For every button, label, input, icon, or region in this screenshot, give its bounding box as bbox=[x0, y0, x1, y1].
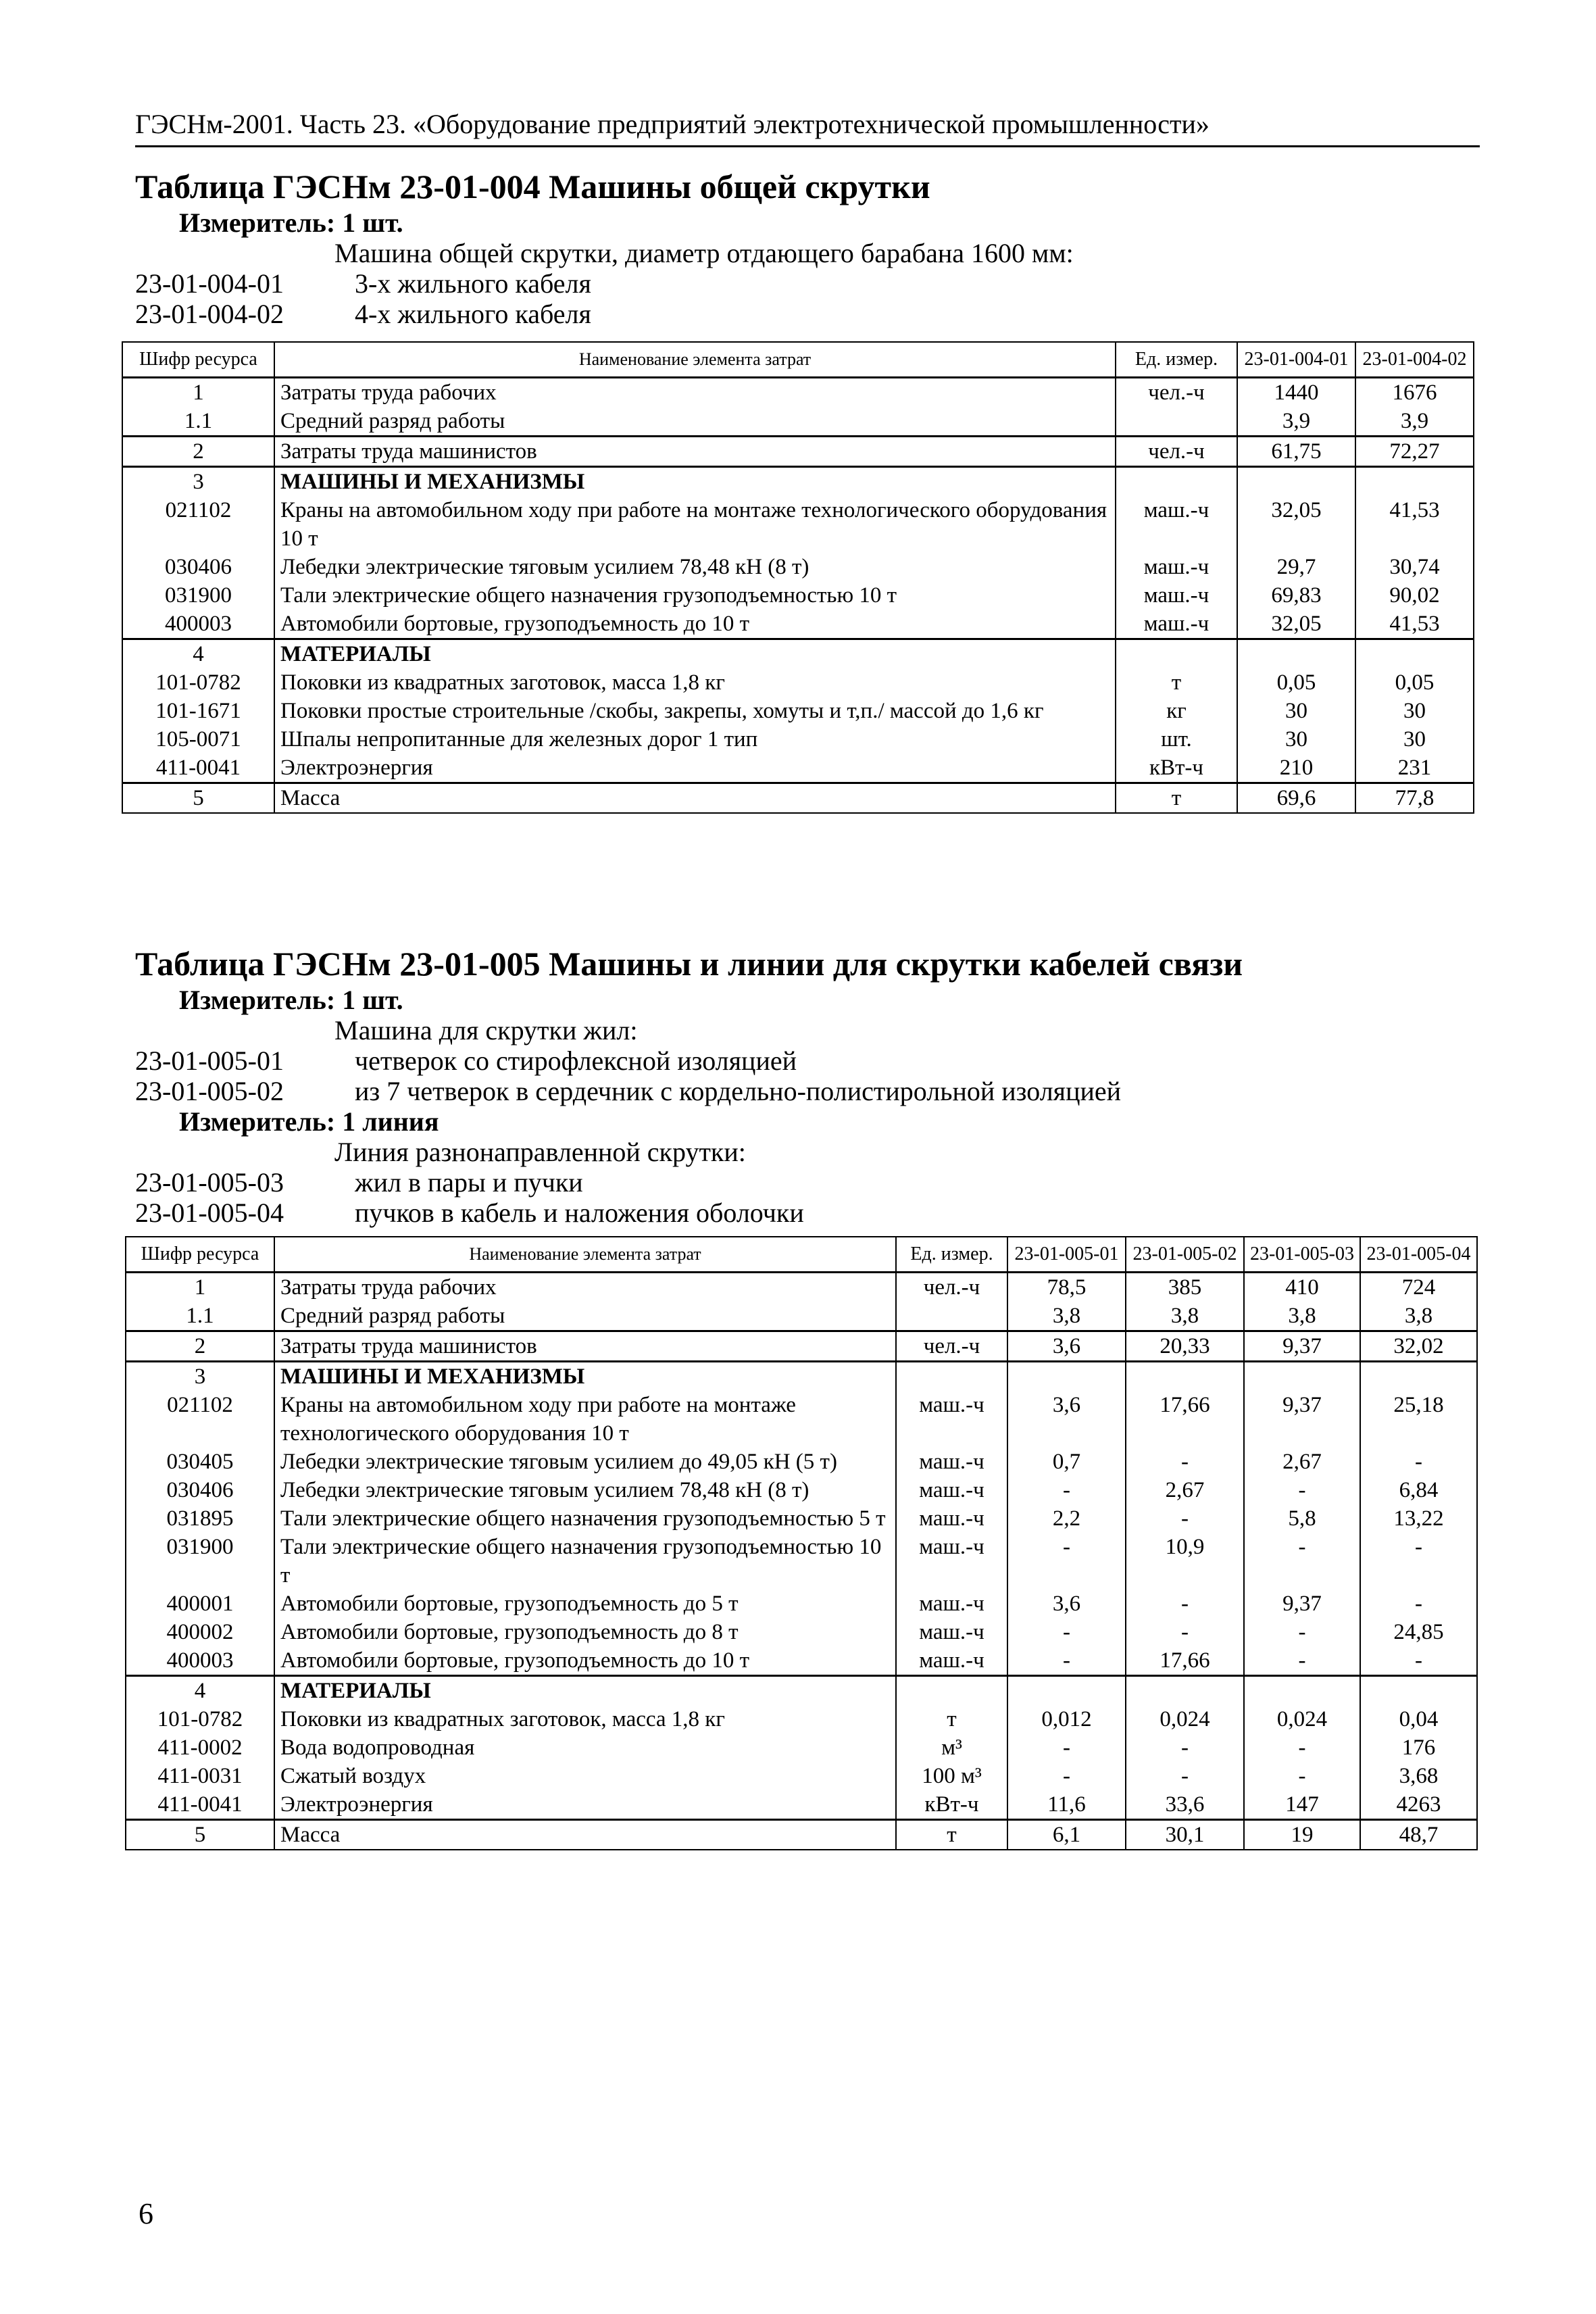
table1-title: Таблица ГЭСНм 23-01-004 Машины общей скрутки bbox=[135, 168, 930, 205]
table1-intro bbox=[135, 207, 1480, 329]
cell-name: Автомобили бортовые, грузоподъемность до 5 т bbox=[274, 1590, 896, 1618]
table-row bbox=[126, 1705, 1477, 1733]
column-header-name: Наименование элемента затрат bbox=[274, 342, 1116, 378]
cell-name: Масса bbox=[274, 783, 1116, 814]
table1-grid bbox=[122, 341, 1474, 814]
cell-value: 19 bbox=[1244, 1820, 1360, 1850]
cell-value: 147 bbox=[1244, 1790, 1360, 1820]
cell-value: 9,37 bbox=[1244, 1391, 1360, 1448]
cell-value: 3,8 bbox=[1244, 1302, 1360, 1331]
table-row bbox=[126, 1302, 1477, 1331]
variant-text: четверок со стирофлексной изоляцией bbox=[355, 1045, 797, 1076]
cell-value bbox=[1126, 1676, 1244, 1706]
cell-unit: маш.-ч bbox=[896, 1646, 1007, 1676]
cell-value: 0,024 bbox=[1126, 1705, 1244, 1733]
table-row bbox=[126, 1533, 1477, 1590]
cell-unit: чел.-ч bbox=[1116, 437, 1237, 467]
cell-code: 030406 bbox=[122, 553, 274, 581]
cell-code: 400001 bbox=[126, 1590, 274, 1618]
cell-value: 3,8 bbox=[1007, 1302, 1126, 1331]
table2-section bbox=[135, 943, 1480, 1850]
cell-value: 1676 bbox=[1355, 378, 1474, 408]
cell-value: 17,66 bbox=[1126, 1646, 1244, 1676]
table2-measure: Измеритель: 1 шт. bbox=[179, 985, 403, 1015]
table2-description: Линия разнонаправленной скрутки: bbox=[334, 1137, 746, 1167]
table-row bbox=[122, 553, 1474, 581]
cell-value: - bbox=[1244, 1476, 1360, 1504]
cell-unit bbox=[1116, 467, 1237, 497]
cell-value: 3,8 bbox=[1360, 1302, 1477, 1331]
cell-value bbox=[1007, 1362, 1126, 1392]
cell-name: Затраты труда рабочих bbox=[274, 1273, 896, 1302]
cell-unit: маш.-ч bbox=[1116, 610, 1237, 639]
cell-unit: м³ bbox=[896, 1733, 1007, 1762]
cell-name: Средний разряд работы bbox=[274, 1302, 896, 1331]
table-row bbox=[122, 697, 1474, 725]
table-row bbox=[126, 1476, 1477, 1504]
column-header-variant: 23-01-005-02 bbox=[1126, 1237, 1244, 1273]
column-header-code: Шифр ресурса bbox=[126, 1237, 274, 1273]
table-header-row bbox=[126, 1237, 1477, 1273]
cell-value: - bbox=[1244, 1733, 1360, 1762]
cell-code: 1 bbox=[126, 1273, 274, 1302]
variant-code: 23-01-005-02 bbox=[135, 1076, 284, 1106]
variant-code: 23-01-005-03 bbox=[135, 1167, 284, 1198]
cell-value: - bbox=[1007, 1533, 1126, 1590]
cell-value: 32,05 bbox=[1237, 496, 1355, 553]
table-row bbox=[126, 1504, 1477, 1533]
cell-value: - bbox=[1007, 1618, 1126, 1646]
cell-unit bbox=[896, 1676, 1007, 1706]
cell-value: 30,74 bbox=[1355, 553, 1474, 581]
cell-value: 29,7 bbox=[1237, 553, 1355, 581]
cell-name: Средний разряд работы bbox=[274, 407, 1116, 437]
cell-value: 2,67 bbox=[1244, 1448, 1360, 1476]
cell-value: 41,53 bbox=[1355, 610, 1474, 639]
cell-name: Поковки простые строительные /скобы, закрепы, хомуты и т,п./ массой до 1,6 кг bbox=[274, 697, 1116, 725]
variant-code: 23-01-005-04 bbox=[135, 1198, 284, 1228]
cell-value: - bbox=[1360, 1533, 1477, 1590]
cell-value: 10,9 bbox=[1126, 1533, 1244, 1590]
cell-value: - bbox=[1007, 1646, 1126, 1676]
cell-value: 0,012 bbox=[1007, 1705, 1126, 1733]
table-row bbox=[126, 1618, 1477, 1646]
table-row bbox=[126, 1331, 1477, 1362]
cell-value: 231 bbox=[1355, 754, 1474, 783]
variant-text: из 7 четверок в сердечник с кордельно-полистирольной изоляцией bbox=[355, 1076, 1122, 1106]
cell-code: 101-1671 bbox=[122, 697, 274, 725]
cell-unit: чел.-ч bbox=[1116, 378, 1237, 408]
cell-name: Тали электрические общего назначения грузоподъемностью 5 т bbox=[274, 1504, 896, 1533]
column-header-variant: 23-01-004-01 bbox=[1237, 342, 1355, 378]
cell-value: 0,024 bbox=[1244, 1705, 1360, 1733]
table1-description: Машина общей скрутки, диаметр отдающего барабана 1600 мм: bbox=[334, 238, 1074, 268]
cell-value: 724 bbox=[1360, 1273, 1477, 1302]
cell-code: 4 bbox=[126, 1676, 274, 1706]
cell-value: 3,6 bbox=[1007, 1590, 1126, 1618]
cell-unit: маш.-ч bbox=[1116, 496, 1237, 553]
column-header-unit: Ед. измер. bbox=[896, 1237, 1007, 1273]
page-number: 6 bbox=[139, 2197, 153, 2230]
cell-value: - bbox=[1244, 1646, 1360, 1676]
cell-unit bbox=[1116, 407, 1237, 437]
cell-value: 30 bbox=[1355, 725, 1474, 754]
cell-value: 90,02 bbox=[1355, 581, 1474, 610]
cell-name: Автомобили бортовые, грузоподъемность до 8 т bbox=[274, 1618, 896, 1646]
cell-value: 210 bbox=[1237, 754, 1355, 783]
cell-value bbox=[1355, 467, 1474, 497]
cell-value: 9,37 bbox=[1244, 1590, 1360, 1618]
cell-name: Поковки из квадратных заготовок, масса 1,8 кг bbox=[274, 668, 1116, 697]
cell-value: - bbox=[1360, 1590, 1477, 1618]
cell-code: 1.1 bbox=[126, 1302, 274, 1331]
cell-code: 5 bbox=[122, 783, 274, 814]
cell-value: 4263 bbox=[1360, 1790, 1477, 1820]
cell-value: - bbox=[1360, 1448, 1477, 1476]
cell-code: 411-0041 bbox=[126, 1790, 274, 1820]
column-header-variant: 23-01-005-01 bbox=[1007, 1237, 1126, 1273]
table-row bbox=[122, 610, 1474, 639]
cell-value: - bbox=[1007, 1762, 1126, 1790]
cell-code: 4 bbox=[122, 639, 274, 669]
cell-code: 2 bbox=[126, 1331, 274, 1362]
cell-code: 3 bbox=[122, 467, 274, 497]
variant-text: 4-х жильного кабеля bbox=[355, 299, 591, 329]
cell-unit: маш.-ч bbox=[896, 1590, 1007, 1618]
cell-value bbox=[1360, 1676, 1477, 1706]
cell-code: 3 bbox=[126, 1362, 274, 1392]
cell-name: Затраты труда машинистов bbox=[274, 1331, 896, 1362]
cell-value: 2,2 bbox=[1007, 1504, 1126, 1533]
table-row bbox=[122, 581, 1474, 610]
cell-unit: кг bbox=[1116, 697, 1237, 725]
cell-value: 30 bbox=[1237, 697, 1355, 725]
cell-code: 021102 bbox=[122, 496, 274, 553]
cell-value: 69,83 bbox=[1237, 581, 1355, 610]
cell-value: 9,37 bbox=[1244, 1331, 1360, 1362]
cell-unit: маш.-ч bbox=[1116, 553, 1237, 581]
table-row bbox=[122, 639, 1474, 669]
cell-value: 3,8 bbox=[1126, 1302, 1244, 1331]
cell-unit: т bbox=[1116, 783, 1237, 814]
cell-code: 400003 bbox=[122, 610, 274, 639]
cell-value: 33,6 bbox=[1126, 1790, 1244, 1820]
cell-code: 031900 bbox=[122, 581, 274, 610]
cell-unit: маш.-ч bbox=[896, 1533, 1007, 1590]
cell-value bbox=[1244, 1362, 1360, 1392]
cell-value: - bbox=[1126, 1504, 1244, 1533]
cell-value bbox=[1126, 1362, 1244, 1392]
cell-value bbox=[1237, 467, 1355, 497]
cell-name: Масса bbox=[274, 1820, 896, 1850]
cell-code: 030406 bbox=[126, 1476, 274, 1504]
cell-unit: маш.-ч bbox=[896, 1504, 1007, 1533]
cell-code: 411-0041 bbox=[122, 754, 274, 783]
cell-value: 13,22 bbox=[1360, 1504, 1477, 1533]
table-row bbox=[122, 378, 1474, 408]
cell-value: - bbox=[1244, 1762, 1360, 1790]
page-header: ГЭСНм-2001. Часть 23. «Оборудование предприятий электротехнической промышленности» bbox=[135, 108, 1480, 147]
table-row bbox=[126, 1590, 1477, 1618]
cell-name: Шпалы непропитанные для железных дорог 1 тип bbox=[274, 725, 1116, 754]
cell-code: 5 bbox=[126, 1820, 274, 1850]
cell-unit: маш.-ч bbox=[896, 1448, 1007, 1476]
table2-title: Таблица ГЭСНм 23-01-005 Машины и линии для скрутки кабелей связи bbox=[135, 945, 1243, 983]
cell-value: 2,67 bbox=[1126, 1476, 1244, 1504]
cell-name: Электроэнергия bbox=[274, 754, 1116, 783]
cell-name: МАТЕРИАЛЫ bbox=[274, 1676, 896, 1706]
cell-code: 101-0782 bbox=[122, 668, 274, 697]
cell-name: Краны на автомобильном ходу при работе на монтаже технологического оборудования 10 т bbox=[274, 1391, 896, 1448]
table-row bbox=[126, 1362, 1477, 1392]
cell-code: 1.1 bbox=[122, 407, 274, 437]
cell-unit: т bbox=[1116, 668, 1237, 697]
cell-name: Тали электрические общего назначения грузоподъемностью 10 т bbox=[274, 1533, 896, 1590]
cell-value: 61,75 bbox=[1237, 437, 1355, 467]
table-row bbox=[126, 1733, 1477, 1762]
cell-value: 0,04 bbox=[1360, 1705, 1477, 1733]
cell-value: 0,7 bbox=[1007, 1448, 1126, 1476]
cell-value: 25,18 bbox=[1360, 1391, 1477, 1448]
cell-unit: кВт-ч bbox=[1116, 754, 1237, 783]
table-row bbox=[122, 725, 1474, 754]
table2-description: Машина для скрутки жил: bbox=[334, 1015, 638, 1045]
cell-code: 031900 bbox=[126, 1533, 274, 1590]
cell-value: - bbox=[1007, 1476, 1126, 1504]
cell-unit: маш.-ч bbox=[1116, 581, 1237, 610]
cell-name: МАТЕРИАЛЫ bbox=[274, 639, 1116, 669]
cell-value: 385 bbox=[1126, 1273, 1244, 1302]
cell-value: - bbox=[1244, 1618, 1360, 1646]
cell-unit: 100 м³ bbox=[896, 1762, 1007, 1790]
table-row bbox=[122, 407, 1474, 437]
variant-code: 23-01-004-01 bbox=[135, 268, 284, 299]
cell-name: Автомобили бортовые, грузоподъемность до 10 т bbox=[274, 610, 1116, 639]
cell-unit: чел.-ч bbox=[896, 1331, 1007, 1362]
table-row bbox=[126, 1820, 1477, 1850]
cell-value: - bbox=[1360, 1646, 1477, 1676]
table2-grid bbox=[125, 1236, 1478, 1850]
column-header-variant: 23-01-005-03 bbox=[1244, 1237, 1360, 1273]
cell-name: Вода водопроводная bbox=[274, 1733, 896, 1762]
table-row bbox=[126, 1676, 1477, 1706]
column-header-name: Наименование элемента затрат bbox=[274, 1237, 896, 1273]
cell-name: Сжатый воздух bbox=[274, 1762, 896, 1790]
cell-value: - bbox=[1007, 1733, 1126, 1762]
cell-value: 32,02 bbox=[1360, 1331, 1477, 1362]
cell-unit: маш.-ч bbox=[896, 1618, 1007, 1646]
column-header-variant: 23-01-005-04 bbox=[1360, 1237, 1477, 1273]
table-row bbox=[122, 467, 1474, 497]
cell-value: 1440 bbox=[1237, 378, 1355, 408]
cell-name: МАШИНЫ И МЕХАНИЗМЫ bbox=[274, 467, 1116, 497]
cell-value: - bbox=[1126, 1448, 1244, 1476]
cell-name: Затраты труда машинистов bbox=[274, 437, 1116, 467]
cell-value: - bbox=[1126, 1762, 1244, 1790]
cell-value: 30 bbox=[1355, 697, 1474, 725]
table-row bbox=[126, 1762, 1477, 1790]
variant-code: 23-01-005-01 bbox=[135, 1045, 284, 1076]
table-row bbox=[122, 496, 1474, 553]
cell-name: Лебедки электрические тяговым усилием 78,48 кН (8 т) bbox=[274, 553, 1116, 581]
table2-measure: Измеритель: 1 линия bbox=[179, 1106, 439, 1137]
cell-name: Лебедки электрические тяговым усилием 78,48 кН (8 т) bbox=[274, 1476, 896, 1504]
cell-value: 11,6 bbox=[1007, 1790, 1126, 1820]
cell-value: 48,7 bbox=[1360, 1820, 1477, 1850]
cell-value: 30 bbox=[1237, 725, 1355, 754]
cell-value: 0,05 bbox=[1237, 668, 1355, 697]
cell-value: 17,66 bbox=[1126, 1391, 1244, 1448]
cell-code: 105-0071 bbox=[122, 725, 274, 754]
cell-value: - bbox=[1126, 1618, 1244, 1646]
table-row bbox=[126, 1790, 1477, 1820]
cell-code: 400002 bbox=[126, 1618, 274, 1646]
table1-measure: Измеритель: 1 шт. bbox=[179, 207, 403, 238]
cell-value: 30,1 bbox=[1126, 1820, 1244, 1850]
variant-text: пучков в кабель и наложения оболочки bbox=[355, 1198, 804, 1228]
column-header-code: Шифр ресурса bbox=[122, 342, 274, 378]
cell-code: 411-0031 bbox=[126, 1762, 274, 1790]
cell-code: 1 bbox=[122, 378, 274, 408]
cell-name: Автомобили бортовые, грузоподъемность до 10 т bbox=[274, 1646, 896, 1676]
cell-value: 32,05 bbox=[1237, 610, 1355, 639]
cell-name: МАШИНЫ И МЕХАНИЗМЫ bbox=[274, 1362, 896, 1392]
table-row bbox=[122, 783, 1474, 814]
table-row bbox=[126, 1646, 1477, 1676]
cell-unit: кВт-ч bbox=[896, 1790, 1007, 1820]
table1-section bbox=[135, 166, 1480, 814]
cell-code: 101-0782 bbox=[126, 1705, 274, 1733]
cell-unit: т bbox=[896, 1820, 1007, 1850]
cell-value: 72,27 bbox=[1355, 437, 1474, 467]
cell-code: 2 bbox=[122, 437, 274, 467]
table-header-row bbox=[122, 342, 1474, 378]
cell-value: 78,5 bbox=[1007, 1273, 1126, 1302]
cell-unit bbox=[896, 1362, 1007, 1392]
cell-value: 3,9 bbox=[1355, 407, 1474, 437]
cell-unit: т bbox=[896, 1705, 1007, 1733]
cell-unit: чел.-ч bbox=[896, 1273, 1007, 1302]
cell-value: 176 bbox=[1360, 1733, 1477, 1762]
cell-value bbox=[1360, 1362, 1477, 1392]
cell-code: 411-0002 bbox=[126, 1733, 274, 1762]
cell-name: Лебедки электрические тяговым усилием до 49,05 кН (5 т) bbox=[274, 1448, 896, 1476]
cell-name: Краны на автомобильном ходу при работе на монтаже технологического оборудования 10 т bbox=[274, 496, 1116, 553]
cell-value: - bbox=[1126, 1733, 1244, 1762]
cell-unit: маш.-ч bbox=[896, 1391, 1007, 1448]
table-row bbox=[122, 437, 1474, 467]
cell-value: 3,6 bbox=[1007, 1331, 1126, 1362]
cell-name: Затраты труда рабочих bbox=[274, 378, 1116, 408]
cell-unit: маш.-ч bbox=[896, 1476, 1007, 1504]
cell-value: 3,6 bbox=[1007, 1391, 1126, 1448]
cell-value: 5,8 bbox=[1244, 1504, 1360, 1533]
variant-text: 3-х жильного кабеля bbox=[355, 268, 591, 299]
cell-name: Тали электрические общего назначения грузоподъемностью 10 т bbox=[274, 581, 1116, 610]
cell-code: 030405 bbox=[126, 1448, 274, 1476]
table-row bbox=[122, 754, 1474, 783]
cell-value: 20,33 bbox=[1126, 1331, 1244, 1362]
cell-value: 24,85 bbox=[1360, 1618, 1477, 1646]
cell-value bbox=[1244, 1676, 1360, 1706]
variant-text: жил в пары и пучки bbox=[355, 1167, 583, 1198]
table-row bbox=[126, 1448, 1477, 1476]
cell-value: 0,05 bbox=[1355, 668, 1474, 697]
cell-value: 77,8 bbox=[1355, 783, 1474, 814]
column-header-variant: 23-01-004-02 bbox=[1355, 342, 1474, 378]
cell-value: 41,53 bbox=[1355, 496, 1474, 553]
cell-value bbox=[1355, 639, 1474, 669]
variant-code: 23-01-004-02 bbox=[135, 299, 284, 329]
cell-value: 410 bbox=[1244, 1273, 1360, 1302]
cell-unit: шт. bbox=[1116, 725, 1237, 754]
table-row bbox=[126, 1273, 1477, 1302]
cell-value: - bbox=[1244, 1533, 1360, 1590]
table2-intro bbox=[135, 985, 1480, 1228]
cell-value: - bbox=[1126, 1590, 1244, 1618]
cell-value: 3,68 bbox=[1360, 1762, 1477, 1790]
cell-value bbox=[1237, 639, 1355, 669]
table-row bbox=[122, 668, 1474, 697]
cell-name: Поковки из квадратных заготовок, масса 1,8 кг bbox=[274, 1705, 896, 1733]
cell-code: 021102 bbox=[126, 1391, 274, 1448]
column-header-unit: Ед. измер. bbox=[1116, 342, 1237, 378]
cell-value bbox=[1007, 1676, 1126, 1706]
cell-code: 031895 bbox=[126, 1504, 274, 1533]
cell-unit bbox=[1116, 639, 1237, 669]
table-row bbox=[126, 1391, 1477, 1448]
cell-value: 3,9 bbox=[1237, 407, 1355, 437]
cell-value: 69,6 bbox=[1237, 783, 1355, 814]
cell-code: 400003 bbox=[126, 1646, 274, 1676]
cell-value: 6,84 bbox=[1360, 1476, 1477, 1504]
cell-value: 6,1 bbox=[1007, 1820, 1126, 1850]
cell-unit bbox=[896, 1302, 1007, 1331]
cell-name: Электроэнергия bbox=[274, 1790, 896, 1820]
